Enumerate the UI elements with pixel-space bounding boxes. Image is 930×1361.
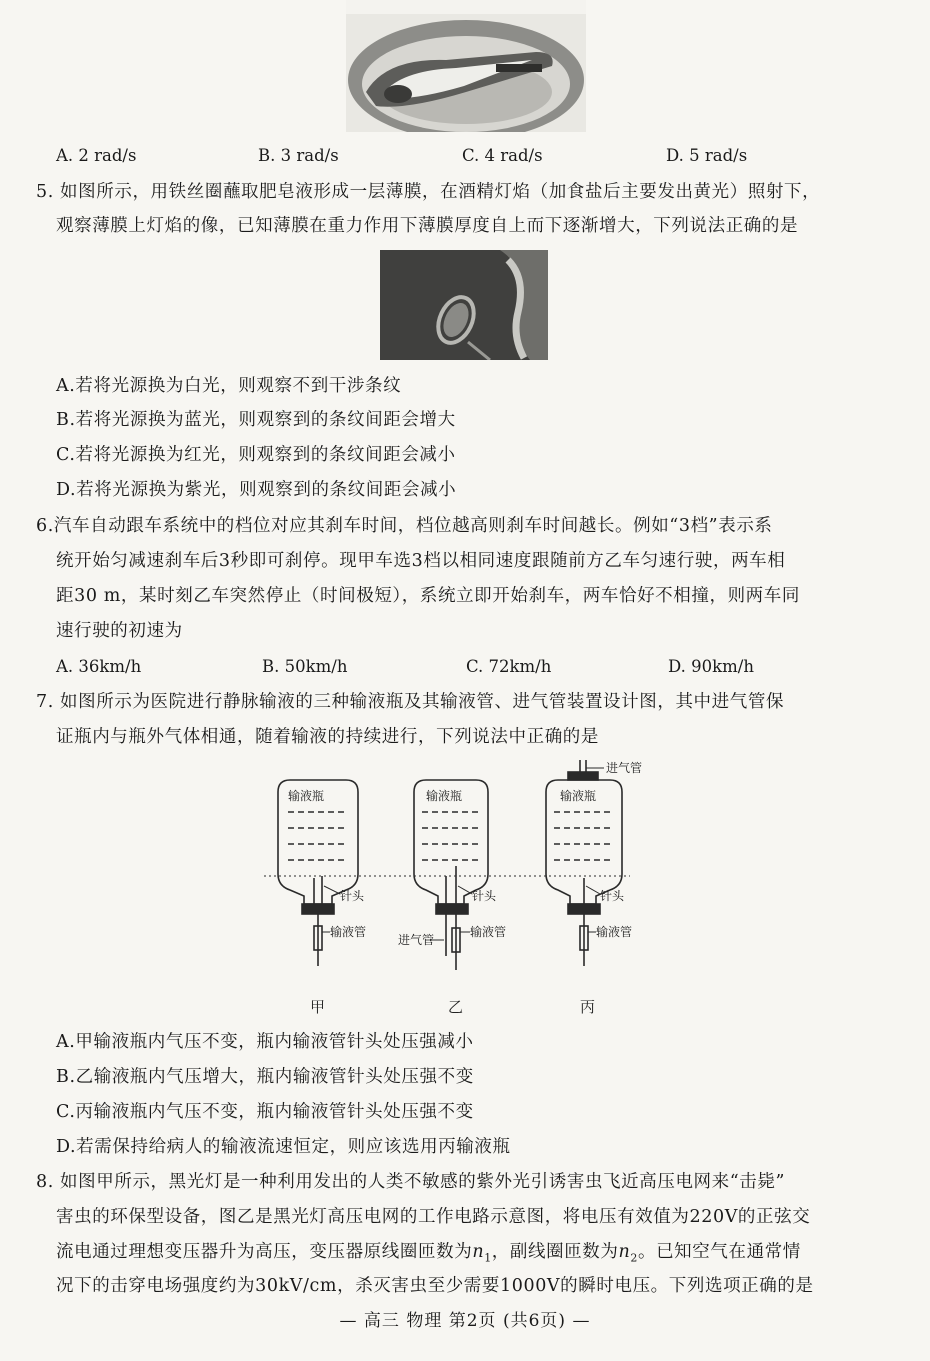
q5-option-b: B.若将光源换为蓝光，则观察到的条纹间距会增大 xyxy=(56,410,456,430)
q5-stem-line-2: 观察薄膜上灯焰的像，已知薄膜在重力作用下薄膜厚度自上而下逐渐增大，下列说法正确的是 xyxy=(56,216,799,236)
q8-stem-line-3b: ，副线圈匝数为 xyxy=(491,1242,619,1262)
q6-stem-line-4: 速行驶的初速为 xyxy=(56,621,183,641)
bottle-jia-label: 输液瓶 xyxy=(288,789,325,803)
q8-stem-line-2: 害虫的环保型设备，图乙是黑光灯高压电网的工作电路示意图，将电压有效值为220V的正弦交 xyxy=(56,1207,811,1227)
q5-option-a: A.若将光源换为白光，则观察不到干涉条纹 xyxy=(56,376,402,396)
q8-stem-line-1: 8. 如图甲所示，黑光灯是一种利用发出的人类不敏感的紫外光引诱害虫飞近高压电网来“击毙” xyxy=(36,1172,786,1192)
tube-label-yi: 输液管 xyxy=(470,925,507,939)
n2-subscript: 2 xyxy=(630,1251,638,1265)
q6-stem-line-2: 统开始匀减速刹车后3秒即可刹停。现甲车选3档以相同速度跟随前方乙车匀速行驶，两车相 xyxy=(56,551,786,571)
q4-option-d: D. 5 rad/s xyxy=(666,146,748,165)
q4-option-b: B. 3 rad/s xyxy=(258,146,339,165)
q7-option-d: D.若需保持给病人的输液流速恒定，则应该选用丙输液瓶 xyxy=(56,1137,511,1157)
q6-stem-line-1: 6.汽车自动跟车系统中的档位对应其刹车时间，档位越高则刹车时间越长。例如“3档”表示系 xyxy=(36,516,773,536)
q8-stem-line-3 xyxy=(56,1240,801,1271)
soap-film-photo xyxy=(380,250,548,360)
q8-stem-line-3a: 流电通过理想变压器升为高压，变压器原线圈匝数为 xyxy=(56,1242,473,1262)
q4-option-c: C. 4 rad/s xyxy=(462,146,543,165)
q7-stem-line-1: 7. 如图所示为医院进行静脉输液的三种输液瓶及其输液管、进气管装置设计图，其中进气管保 xyxy=(36,692,785,712)
q6-stem-line-3: 距30 m，某时刻乙车突然停止（时间极短），系统立即开始刹车，两车恰好不相撞，则两车同 xyxy=(56,586,800,606)
figure-name-yi: 乙 xyxy=(448,998,464,1016)
q5-option-d: D.若将光源换为紫光，则观察到的条纹间距会减小 xyxy=(56,480,457,500)
figure-name-bing: 丙 xyxy=(580,998,596,1016)
tube-label-bing: 输液管 xyxy=(596,925,633,939)
bottle-bing-label: 输液瓶 xyxy=(560,789,597,803)
q6-option-c: C. 72km/h xyxy=(466,657,552,676)
n1-subscript: 1 xyxy=(484,1251,492,1265)
q6-option-d: D. 90km/h xyxy=(668,657,754,676)
tube-label-jia: 输液管 xyxy=(330,925,367,939)
q7-option-a: A.甲输液瓶内气压不变，瓶内输液管针头处压强减小 xyxy=(56,1032,474,1052)
figure-name-jia: 甲 xyxy=(310,998,326,1016)
q8-stem-line-4: 况下的击穿电场强度约为30kV/cm，杀灭害虫至少需要1000V的瞬时电压。下列选项正确的是 xyxy=(56,1276,814,1296)
q6-option-a: A. 36km/h xyxy=(56,657,142,676)
q7-stem-line-2: 证瓶内与瓶外气体相通，随着输液的持续进行，下列说法中正确的是 xyxy=(56,727,599,747)
q8-stem-line-3c: 。已知空气在通常情 xyxy=(637,1242,801,1262)
q5-option-c: C.若将光源换为红光，则观察到的条纹间距会减小 xyxy=(56,445,456,465)
n1-symbol: n xyxy=(472,1242,485,1262)
needle-label-jia: 针头 xyxy=(340,889,365,903)
iv-bottles-diagram xyxy=(250,756,670,1026)
q7-option-c: C.丙输液瓶内气压不变，瓶内输液管针头处压强不变 xyxy=(56,1102,474,1122)
q7-option-b: B.乙输液瓶内气压增大，瓶内输液管针头处压强不变 xyxy=(56,1067,474,1087)
q4-option-a: A. 2 rad/s xyxy=(56,146,137,165)
q5-stem-line-1: 5. 如图所示，用铁丝圈蘸取肥皂液形成一层薄膜，在酒精灯焰（加食盐后主要发出黄光）照射下， xyxy=(36,182,821,202)
vent-label-yi: 进气管 xyxy=(398,933,435,947)
vent-label-bing: 进气管 xyxy=(606,761,643,775)
needle-label-bing: 针头 xyxy=(600,889,625,903)
page-footer: — 高三 物理 第2页 (共6页) — xyxy=(339,1311,591,1331)
n2-symbol: n xyxy=(618,1242,631,1262)
q6-option-b: B. 50km/h xyxy=(262,657,348,676)
train-model-photo xyxy=(346,0,586,132)
needle-label-yi: 针头 xyxy=(472,889,497,903)
bottle-yi-label: 输液瓶 xyxy=(426,789,463,803)
